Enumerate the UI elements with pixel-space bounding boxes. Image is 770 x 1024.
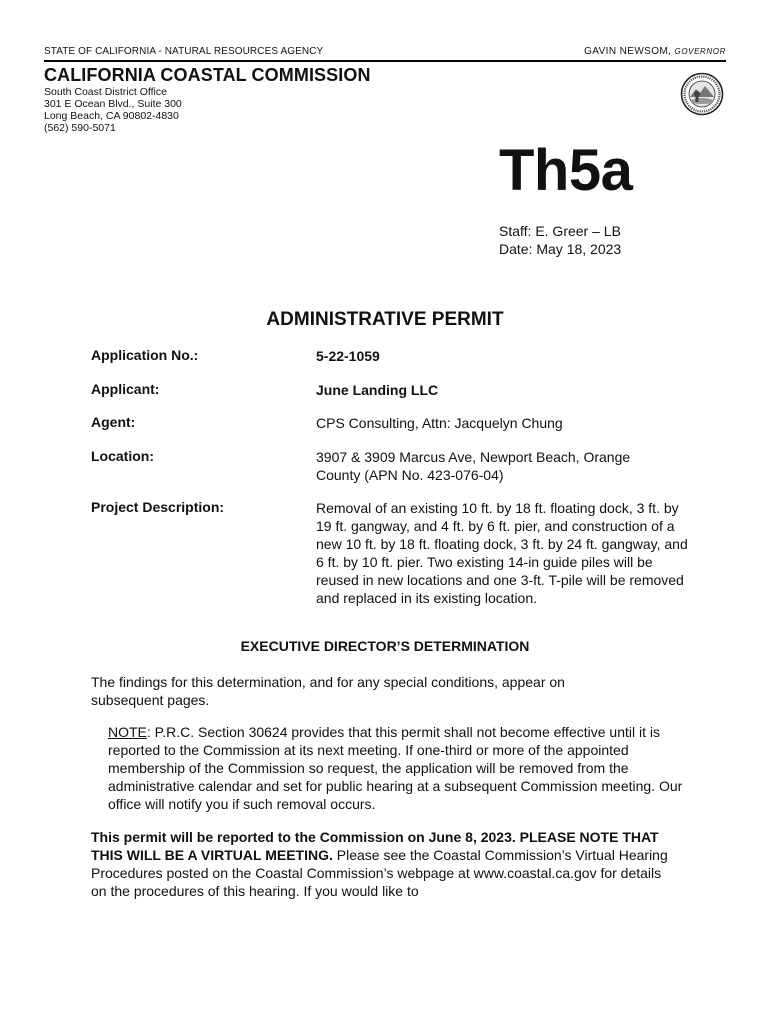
agent-label: Agent: — [91, 414, 136, 430]
report-text: Please see the Coastal Commission’s Virtual Hearing Procedures posted on the Coastal Commission’s webpage at www.coastal.ca.gov for details on the procedures of this hearing. If you would like to — [91, 847, 668, 899]
letterhead-bar — [44, 46, 726, 60]
applicant-value: June Landing LLC — [316, 382, 439, 398]
application-label: Application No.: — [91, 347, 199, 363]
agenda-item-code: Th5a — [499, 138, 633, 203]
note-label: NOTE — [108, 724, 147, 740]
report-bold-text: This permit will be reported to the Commission on June 8, 2023. PLEASE NOTE THAT THIS WILL BE A VIRTUAL MEETING. — [91, 829, 659, 863]
note-paragraph — [108, 723, 693, 813]
note-text: : P.R.C. Section 30624 provides that this permit shall not become effective until it is reported to the Commission at its next meeting. If one-third or more of the appointed membership of the Commission so request, the application will be removed from the administrative calendar and set for public hearing at a subsequent Commission meeting. Our office will notify you if such removal occurs. — [108, 724, 683, 812]
application-value: 5-22-1059 — [316, 348, 380, 364]
project-description-value: Removal of an existing 10 ft. by 18 ft. floating dock, 3 ft. by 19 ft. gangway, and 4 ft. by 6 ft. pier, and construction of a new 10 ft. by 18 ft. floating dock, 3 ft. by 24 ft. gangway, and 6 ft. by 10 ft. pier. Two existing 14-in guide piles will be reused in new locations and one 3-ft. T-pile will be removed and replaced in its existing location. — [316, 500, 688, 606]
governor-name: GAVIN NEWSOM, — [584, 46, 672, 57]
state-seal-icon — [680, 72, 724, 116]
address-line: (562) 590-5071 — [44, 122, 116, 134]
location-value: 3907 & 3909 Marcus Ave, Newport Beach, Orange County (APN No. 423-076-04) — [316, 449, 631, 483]
date-line: Date: May 18, 2023 — [499, 241, 622, 257]
address-line: South Coast District Office — [44, 86, 167, 98]
staff-line: Staff: E. Greer – LB — [499, 223, 621, 239]
location-label: Location: — [91, 448, 154, 464]
findings-paragraph: The findings for this determination, and for any special conditions, appear on subsequent pages. — [91, 674, 565, 708]
determination-heading: EXECUTIVE DIRECTOR’S DETERMINATION — [240, 638, 530, 654]
state-agency-line: STATE OF CALIFORNIA - NATURAL RESOURCES AGENCY — [44, 46, 324, 57]
agent-value: CPS Consulting, Attn: Jacquelyn Chung — [316, 415, 563, 431]
applicant-label: Applicant: — [91, 381, 160, 397]
address-line: Long Beach, CA 90802-4830 — [44, 110, 179, 122]
agency-address — [44, 86, 182, 134]
header-rule — [44, 60, 726, 62]
document-title: ADMINISTRATIVE PERMIT — [266, 309, 504, 330]
governor-line — [584, 46, 726, 57]
report-paragraph — [91, 828, 671, 900]
address-line: 301 E Ocean Blvd., Suite 300 — [44, 98, 182, 110]
agency-name: CALIFORNIA COASTAL COMMISSION — [44, 65, 371, 85]
project-description-label: Project Description: — [91, 499, 225, 515]
staff-block — [499, 222, 621, 258]
governor-title: GOVERNOR — [674, 47, 726, 56]
